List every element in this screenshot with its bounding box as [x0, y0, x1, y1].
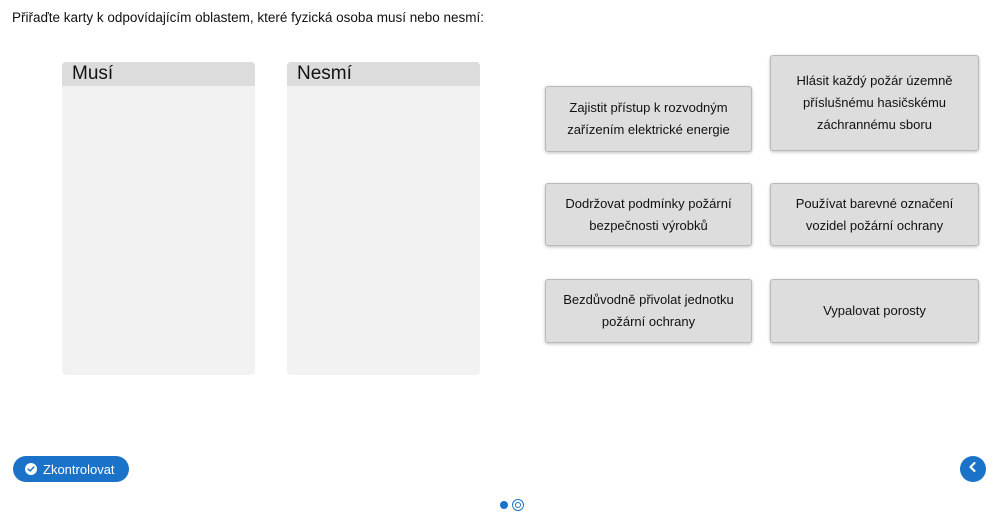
- card-text: Dodržovat podmínky požární bezpečnosti výrobků: [565, 195, 732, 233]
- previous-button[interactable]: [960, 456, 986, 482]
- card-text: Vypalovat porosty: [823, 303, 926, 318]
- instruction-text: Přiřaďte karty k odpovídajícím oblastem, které fyzická osoba musí nebo nesmí:: [12, 10, 484, 25]
- draggable-card[interactable]: [770, 183, 979, 246]
- card-text: Zajistit přístup k rozvodným zařízením elektrické energie: [567, 100, 730, 137]
- draggable-card[interactable]: [545, 86, 752, 152]
- dropzone-nesmi-label: Nesmí: [287, 62, 480, 86]
- card-text: Používat barevné označení vozidel požární ochrany: [795, 195, 954, 233]
- draggable-card[interactable]: [770, 55, 979, 151]
- draggable-card[interactable]: [770, 279, 979, 343]
- draggable-card[interactable]: [545, 279, 752, 343]
- pagination: [500, 499, 524, 511]
- dropzone-musi[interactable]: [62, 62, 255, 375]
- chevron-left-icon: [967, 460, 979, 478]
- page-dot-current[interactable]: [512, 499, 524, 511]
- card-text: Bezdůvodně přivolat jednotku požární ochrany: [563, 292, 734, 329]
- check-circle-icon: [25, 463, 37, 475]
- dropzone-nesmi[interactable]: [287, 62, 480, 375]
- dropzone-musi-label: Musí: [62, 62, 255, 86]
- check-button[interactable]: [13, 456, 129, 482]
- check-button-label: Zkontrolovat: [43, 461, 115, 477]
- card-text: Hlásit každý požár územně příslušnému hasičskému záchrannému sboru: [796, 73, 953, 132]
- page-dot[interactable]: [500, 501, 508, 509]
- draggable-card[interactable]: [545, 183, 752, 246]
